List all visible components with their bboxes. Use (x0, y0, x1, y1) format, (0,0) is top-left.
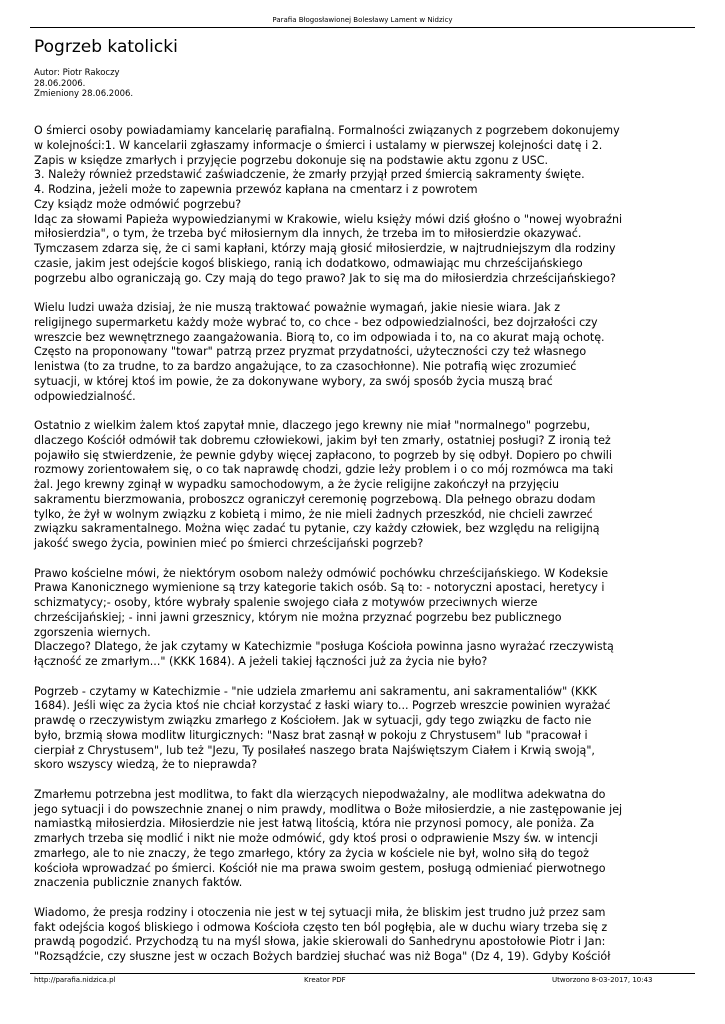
paragraph-line: Wielu ludzi uważa dzisiaj, że nie muszą traktować poważnie wymagań, jakie niesie wiara. Jak z (34, 301, 561, 314)
paragraph-line: tylko, że żył w wolnym związku z kobietą i mimo, że nie mieli żadnych przeszkód, nie chcieli zawrzeć (34, 507, 593, 521)
paragraph-line: Prawo kościelne mówi, że niektórym osobom należy odmówić pochówku chrześcijańskiego. W Kodeksie (34, 566, 609, 580)
article-title: Pogrzeb katolicki (34, 37, 178, 57)
footer-divider (30, 973, 695, 974)
article-body (34, 124, 694, 965)
paragraph-line: czasie, jakim jest odejście kogoś bliskiego, ranią ich dodatkowo, odmawiając mu chrześcijańskiego (34, 256, 583, 270)
paragraph-line: chrześcijańskiej; - inni jawni grzesznicy, którym nie można przyznać pogrzebu bez publicznego (34, 610, 562, 624)
paragraph-line: Prawa Kanonicznego wymienione są trzy kategorie takich osób. Są to: - notoryczni apostaci, heretycy i (34, 581, 605, 595)
paragraph-line: Tymczasem zdarza się, że ci sami kapłani, którzy mają głosić miłosierdzie, w najtrudniejszym dla rodziny (34, 242, 616, 255)
paragraph-line: pojawiło się stwierdzenie, że pewnie gdyby więcej zapłacono, to pogrzeb by się odbył. Dopiero po chwili (34, 448, 612, 462)
article-paragraph (34, 419, 694, 552)
article-paragraph (34, 685, 694, 774)
paragraph-line: Pogrzeb - czytamy w Katechizmie - "nie udziela zmarłemu ani sakramentu, ani sakramentaliów" (KKK (34, 684, 597, 698)
paragraph-line: związku sakramentalnego. Można więc zadać tu pytanie, czy każdy człowiek, bez względu na religijną (34, 522, 600, 536)
article-paragraph (34, 567, 694, 670)
paragraph-line: prawdę o rzeczywistym związku zmarłego z Kościołem. Jak w sytuacji, gdy tego związku de facto nie (34, 714, 592, 727)
footer-url: http://parafia.nidzica.pl (34, 976, 116, 984)
paragraph-line: dlaczego Kościół odmówił tak dobremu człowiekowi, jakim był ten zmarły, ostatniej posługi? Z ironią też (34, 433, 611, 447)
paragraph-line: odpowiedzialność. (34, 389, 136, 403)
paragraph-line: Często na proponowany "towar" patrzą przez pryzmat przydatności, użyteczności czy też własnego (34, 345, 587, 359)
paragraph-line: znaczenia publicznie znanych faktów. (34, 876, 243, 890)
paragraph-line: Ostatnio z wielkim żalem ktoś zapytał mnie, dlaczego jego krewny nie miał "normalnego" pogrzebu, (34, 419, 591, 432)
paragraph-line: religijnego supermarketu każdy może wybrać to, co chce - bez odpowiedzialności, bez dojrzałości czy (34, 315, 598, 329)
paragraph-line: kościoła wprowadzać po śmierci. Kościół nie ma prawa swoim gestem, posługą odmieniać pierwotnego (34, 861, 606, 875)
paragraph-line: jakość swego życia, powinien mieć po śmierci chrześcijański pogrzeb? (34, 537, 424, 550)
article-date: 28.06.2006. (34, 78, 86, 89)
paragraph-line: sakramentu bierzmowania, proboszcz ograniczył ceremonię pogrzebową. Dla pełnego obrazu dodam (34, 492, 596, 506)
paragraph-line: 1684). Jeśli więc za życia ktoś nie chciał korzystać z łaski wiary to... Pogrzeb wreszcie powinien wyrażać (34, 699, 611, 713)
paragraph-line: Czy ksiądz może odmówić pogrzebu? (34, 197, 242, 211)
article-paragraph (34, 124, 694, 286)
footer-generator: Kreator PDF (304, 976, 346, 984)
paragraph-line: skoro wszyscy wiedzą, że to nieprawda? (34, 758, 258, 772)
paragraph-line: jego sytuacji i do powszechnie znanej o nim prawdy, modlitwa o Boże miłosierdzie, a nie zastępowanie jej (34, 802, 623, 816)
paragraph-line: było, brzmią słowa modlitw liturgicznych: "Nasz brat zasnął w pokoju z Chrystusem" lub "pracował i (34, 728, 588, 742)
paragraph-line: Idąc za słowami Papieża wypowiedzianymi w Krakowie, wielu księży mówi dziś głośno o "nowej wyobraźni (34, 212, 623, 226)
paragraph-line: cierpiał z Chrystusem", lub też "Jezu, Ty posilałeś naszego brata Najświętszym Ciałem i Krwią swoją", (34, 743, 595, 757)
paragraph-line: lenistwa (to za trudne, to za bardzo angażujące, to za czasochłonne). Nie potrafią więc zrozumieć (34, 360, 577, 373)
paragraph-line: sytuacji, w której ktoś im powie, że za dokonywane wybory, za swój sposób życia muszą brać (34, 374, 553, 388)
paragraph-line: 4. Rodzina, jeżeli może to zapewnia przewóz kapłana na cmentarz i z powrotem (34, 183, 478, 196)
paragraph-line: Dlaczego? Dlatego, że jak czytamy w Katechizmie "posługa Kościoła powinna jasno wyrażać rzeczywistą (34, 640, 614, 654)
paragraph-line: 3. Należy również przedstawić zaświadczenie, że zmarły przyjął przed śmiercią sakramenty święte. (34, 168, 585, 182)
page-header: Parafia Błogosławionej Bolesławy Lament w Nidzicy (272, 16, 453, 24)
paragraph-line: Zapis w księdze zmarłych i przyjęcie pogrzebu dokonuje się na podstawie aktu zgonu z USC. (34, 153, 549, 167)
paragraph-line: w kolejności:1. W kancelarii zgłaszamy informacje o śmierci i ustalamy w pierwszej kolejności datę i 2. (34, 138, 603, 152)
paragraph-line: Wiadomo, że presja rodziny i otoczenia nie jest w tej sytuacji miła, że bliskim jest trudno już przez sam (34, 905, 606, 919)
paragraph-line: namiastką miłosierdzia. Miłosierdzie nie jest łatwą litością, która nie przynosi pomocy, ale poniża. Za (34, 817, 595, 831)
paragraph-line: zmarłego, ale to nie znaczy, że tego zmarłego, który za życia w kościele nie był, wolno siłą do tegoż (34, 846, 589, 860)
header-divider (30, 27, 695, 28)
paragraph-line: schizmatycy;- osoby, które wybrały spalenie swojego ciała z motywów przeciwnych wierze (34, 596, 538, 609)
paragraph-line: Zmarłemu potrzebna jest modlitwa, to fakt dla wierzących niepodważalny, ale modlitwa adekwatna do (34, 787, 606, 801)
article-modified: Zmieniony 28.06.2006. (34, 89, 134, 99)
article-meta (34, 68, 133, 100)
paragraph-line: wreszcie bez wewnętrznego zaangażowania. Biorą to, co im odpowiada i to, na co akurat mają ochotę. (34, 330, 605, 344)
paragraph-line: zgorszenia wiernych. (34, 625, 151, 639)
paragraph-line: O śmierci osoby powiadamiamy kancelarię parafialną. Formalności związanych z pogrzebem dokonujemy (34, 124, 620, 137)
paragraph-line: rozmowy zorientowałem się, o co tak naprawdę chodzi, gdzie leży problem i o co mój rozmówca ma taki (34, 463, 614, 477)
paragraph-line: żal. Jego krewny zginął w wypadku samochodowym, a że życie religijne zakończył na przyjęciu (34, 478, 560, 491)
article-author: Autor: Piotr Rakoczy (34, 68, 120, 78)
paragraph-line: fakt odejścia kogoś bliskiego i odmowa Kościoła często ten ból pogłębia, ale w duchu wiary trzeba się z (34, 920, 608, 934)
paragraph-line: łączność ze zmarłym..." (KKK 1684). A jeżeli takiej łączności już za życia nie było? (34, 655, 488, 668)
article-paragraph (34, 906, 694, 965)
paragraph-line: prawdą pogodzić. Przychodzą tu na myśl słowa, jakie skierowali do Sanhedrynu apostołowie Piotr i Jan: (34, 935, 606, 949)
article-paragraph (34, 788, 694, 891)
paragraph-line: miłosierdzia", o tym, że trzeba być miłosiernym dla innych, że trzeba im to miłosierdzie okazywać. (34, 227, 582, 241)
paragraph-line: zmarłych trzeba się modlić i nikt nie może odmówić, gdy ktoś prosi o odprawienie Mszy św. w intencji (34, 832, 598, 845)
paragraph-line: pogrzebu albo ograniczają go. Czy mają do tego prawo? Jak to się ma do miłosierdzia chrześcijańskiego? (34, 271, 616, 285)
article-paragraph (34, 301, 694, 404)
paragraph-line: "Rozsądźcie, czy słuszne jest w oczach Bożych bardziej słuchać was niż Boga" (Dz 4, 19). Gdyby Kościół (34, 950, 611, 963)
footer-created: Utworzono 8-03-2017, 10:43 (552, 976, 653, 984)
